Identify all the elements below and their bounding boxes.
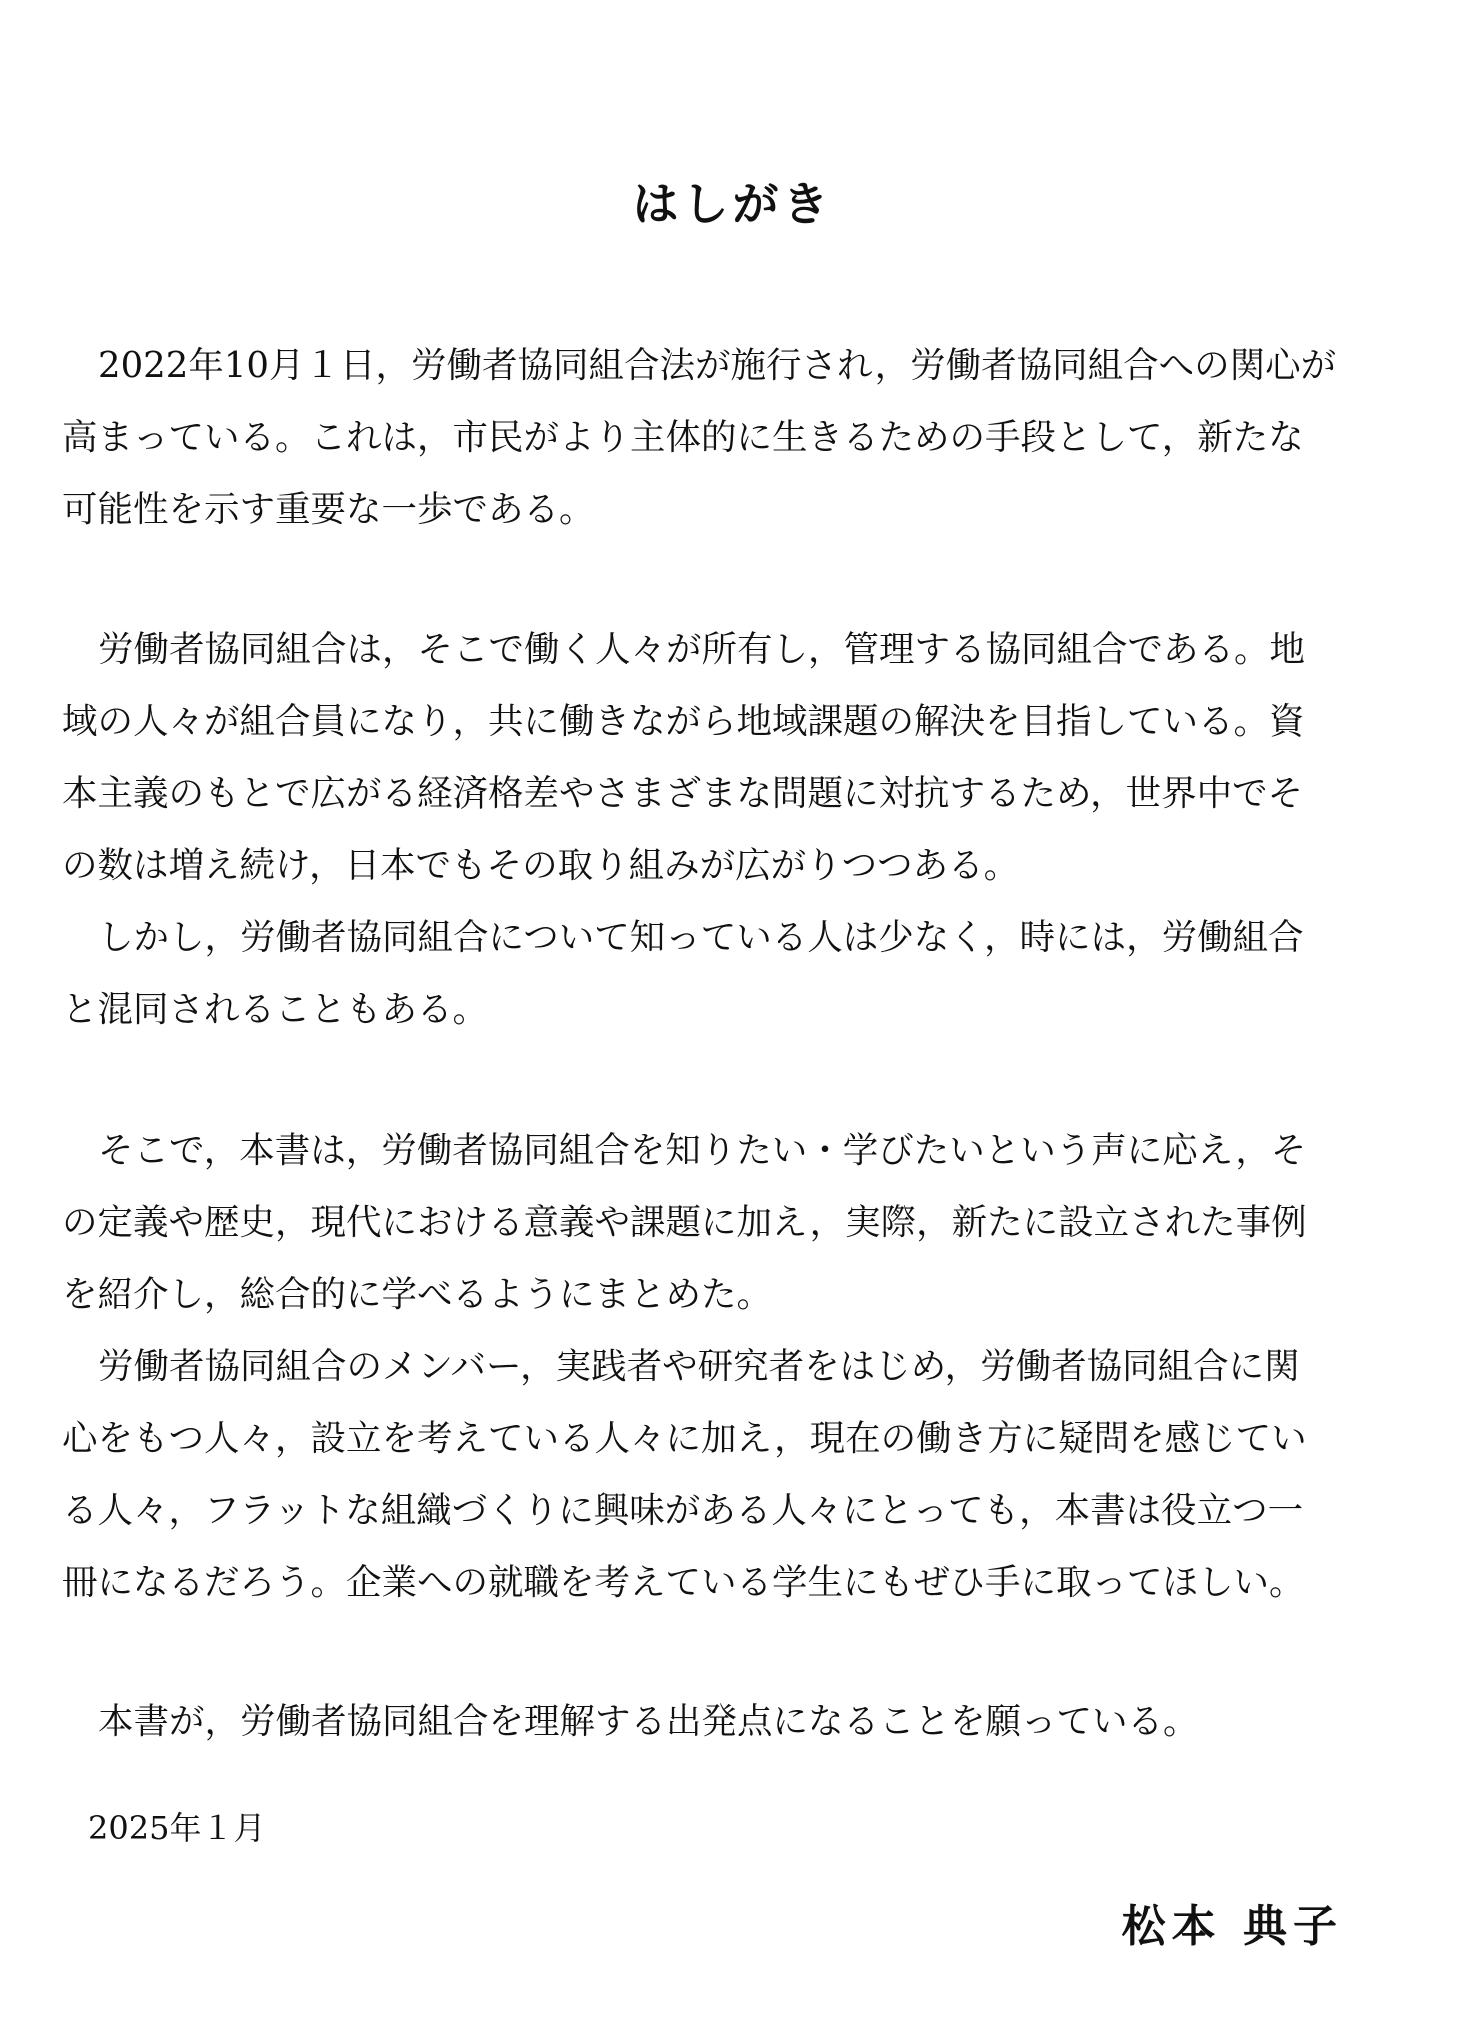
text-line: る人々，フラットな組織づくりに興味がある人々にとっても，本書は役立つ一 <box>62 1490 1304 1531</box>
page-title: はしがき <box>632 176 833 231</box>
text-line: しかし，労働者協同組合について知っている人は少なく，時には，労働組合 <box>98 917 1304 958</box>
author-name: 松本 典子 <box>1121 1901 1343 1952</box>
text-line: と混同されることもある。 <box>62 989 489 1030</box>
text-line: の定義や歴史，現代における意義や課題に加え，実際，新たに設立された事例 <box>62 1202 1307 1243</box>
text-line: を紹介し，総合的に学べるようにまとめた。 <box>62 1274 773 1315</box>
text-line: 高まっている。これは，市民がより主体的に生きるための手段として，新たな <box>62 417 1304 458</box>
text-line: そこで，本書は，労働者協同組合を知りたい・学びたいという声に応え，そ <box>98 1130 1307 1171</box>
paragraph-2 <box>62 614 1412 902</box>
text-line: の数は増え続け，日本でもその取り組みが広がりつつある。 <box>62 845 1020 886</box>
paragraph-3 <box>62 902 1412 1046</box>
paragraph-4 <box>62 1115 1412 1331</box>
text-line: 可能性を示す重要な一歩である。 <box>62 489 595 530</box>
text-line: 冊になるだろう。企業への就職を考えている学生にもぜひ手に取ってほしい。 <box>62 1562 1305 1603</box>
date: 2025年１月 <box>88 1809 266 1847</box>
text-line: 本書が，労働者協同組合を理解する出発点になることを願っている。 <box>98 1701 1199 1742</box>
text-line: 域の人々が組合員になり，共に働きながら地域課題の解決を目指している。資 <box>62 701 1305 742</box>
text-line: 本主義のもとで広がる経済格差やさまざまな問題に対抗するため，世界中でそ <box>62 773 1304 814</box>
text-line: 心をもつ人々，設立を考えている人々に加え，現在の働き方に疑問を感じてい <box>62 1418 1307 1459</box>
paragraph-6 <box>62 1686 1412 1758</box>
text-line: 労働者協同組合は，そこで働く人々が所有し，管理する協同組合である。地 <box>98 629 1306 670</box>
paragraph-1 <box>62 330 1412 546</box>
text-line: 労働者協同組合のメンバー，実践者や研究者をはじめ，労働者協同組合に関 <box>98 1346 1300 1387</box>
text-line: 2022年10月１日，労働者協同組合法が施行され，労働者協同組合への関心が <box>98 345 1337 386</box>
paragraph-5 <box>62 1331 1412 1619</box>
